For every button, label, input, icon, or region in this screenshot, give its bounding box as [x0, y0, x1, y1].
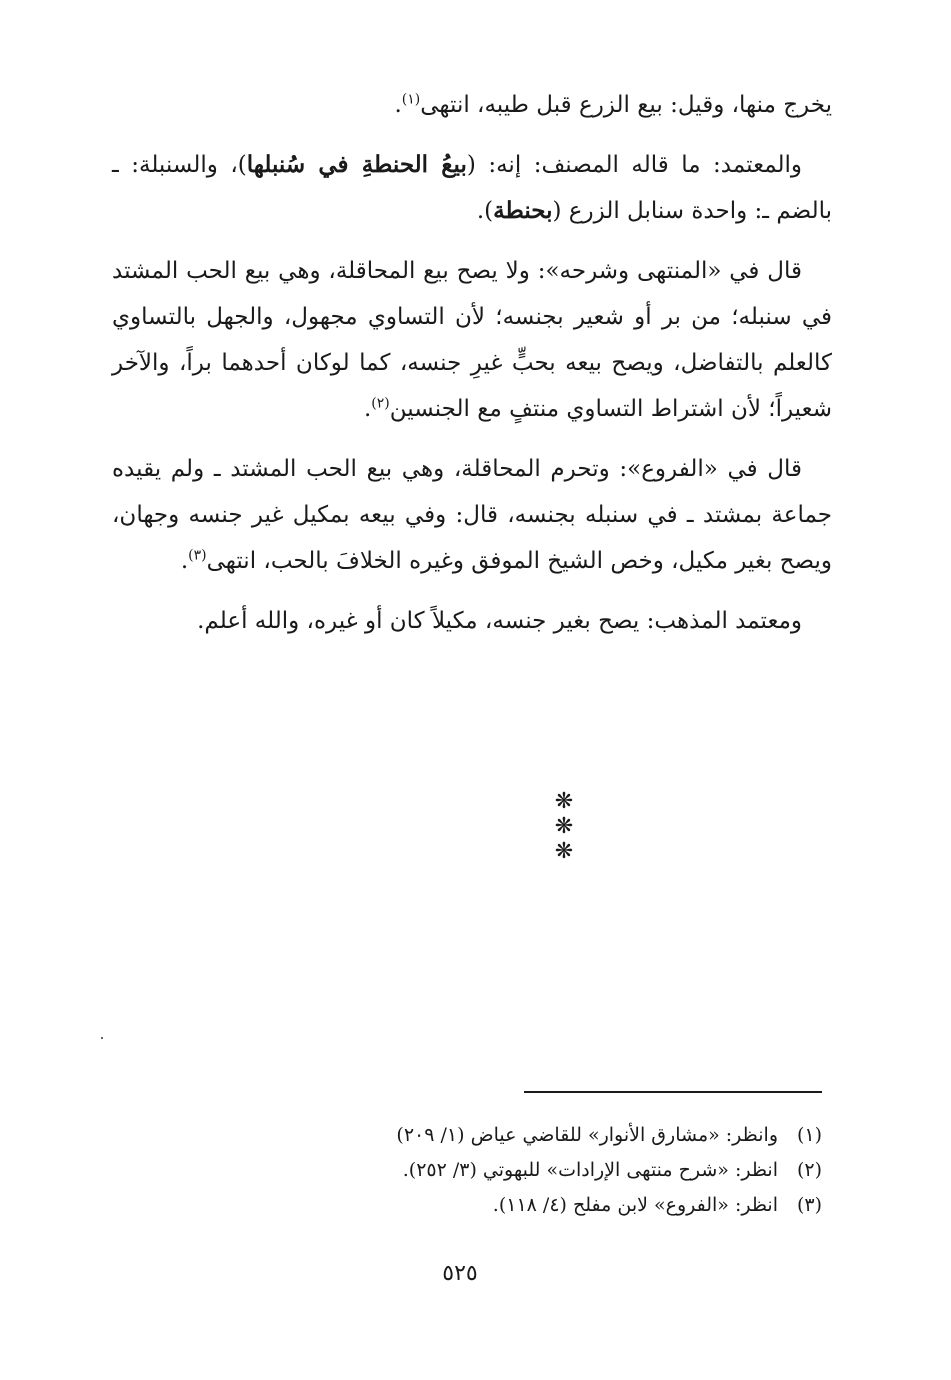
scan-speck [101, 1037, 103, 1039]
footnote-1 [200, 1118, 822, 1153]
footnote-number: (١) [796, 1124, 822, 1146]
footnote-ref-3: (٣) [188, 547, 207, 564]
section-separator: ❋ ❋ ❋ [554, 789, 592, 864]
paragraph-1-end: . [394, 92, 402, 118]
paragraph-3-end: . [363, 396, 372, 422]
paragraph-5-text: ومعتمد المذهب: يصح بغير جنسه، مكيلاً كان أو غيره، والله أعلم. [197, 608, 802, 634]
paragraph-4-text: قال في «الفروع»: وتحرم المحاقلة، وهي بيع الحب المشتد ـ ولم يقيده جماعة بمشتد ـ في سنبله بجنسه، قال: وفي بيعه بمكيل غير جنسه وجهان، ويصح بغير مكيل، وخص الشيخ الموفق وغيره الخلافَ بالحب، انتهى [112, 456, 832, 574]
footnote-number: (٢) [796, 1159, 822, 1181]
footnote-number: (٣) [796, 1194, 822, 1216]
paragraph-5 [112, 598, 832, 644]
paragraph-3 [112, 248, 832, 432]
paragraph-2-bold: بيعُ الحنطةِ في سُنبلها [246, 151, 467, 178]
paragraph-4-end: . [180, 548, 189, 574]
footnote-ref-1: (١) [401, 91, 421, 108]
paragraph-3-text: قال في «المنتهى وشرحه»: ولا يصح بيع المحاقلة، وهي بيع الحب المشتد في سنبله؛ من بر أو شعير بجنسه؛ لأن التساوي مجهول، والجهل بالتساوي كالعلم بالتفاضل، ويصح بيعه بحبٍّ غيرِ جنسه، كما لوكان أحدهما براً، والآخر شعيراً؛ لأن اشتراط التساوي منتفٍ مع الجنسين [112, 258, 832, 422]
footnote-ref-2: (٢) [371, 395, 390, 412]
paragraph-2-end: ). [476, 198, 494, 224]
paragraph-1-text: يخرج منها، وقيل: بيع الزرع قبل طيبه، انتهى [420, 92, 832, 118]
footnote-3 [200, 1188, 822, 1223]
footnote-text: وانظر: «مشارق الأنوار» للقاضي عياض (١/ ٢٠٩) [396, 1124, 778, 1146]
paragraph-2-mid: )، والسنبلة: ـ بالضم ـ: واحدة سنابل الزرع ( [112, 152, 832, 224]
main-text [112, 82, 832, 658]
footnote-text: انظر: «الفروع» لابن مفلح (٤/ ١١٨). [492, 1194, 778, 1216]
paragraph-4 [112, 446, 832, 584]
page-number: ٥٢٥ [442, 1261, 478, 1286]
footnote-text: انظر: «شرح منتهى الإرادات» للبهوتي (٣/ ٢٥٢). [402, 1159, 778, 1181]
footnote-divider [524, 1091, 822, 1093]
paragraph-2-bold-2: بحنطة [493, 197, 553, 224]
paragraph-2-pre: والمعتمد: ما قاله المصنف: إنه: ( [466, 152, 803, 178]
footnotes [200, 1118, 822, 1223]
footnote-2 [200, 1153, 822, 1188]
paragraph-2 [112, 142, 832, 234]
paragraph-1 [112, 82, 832, 128]
